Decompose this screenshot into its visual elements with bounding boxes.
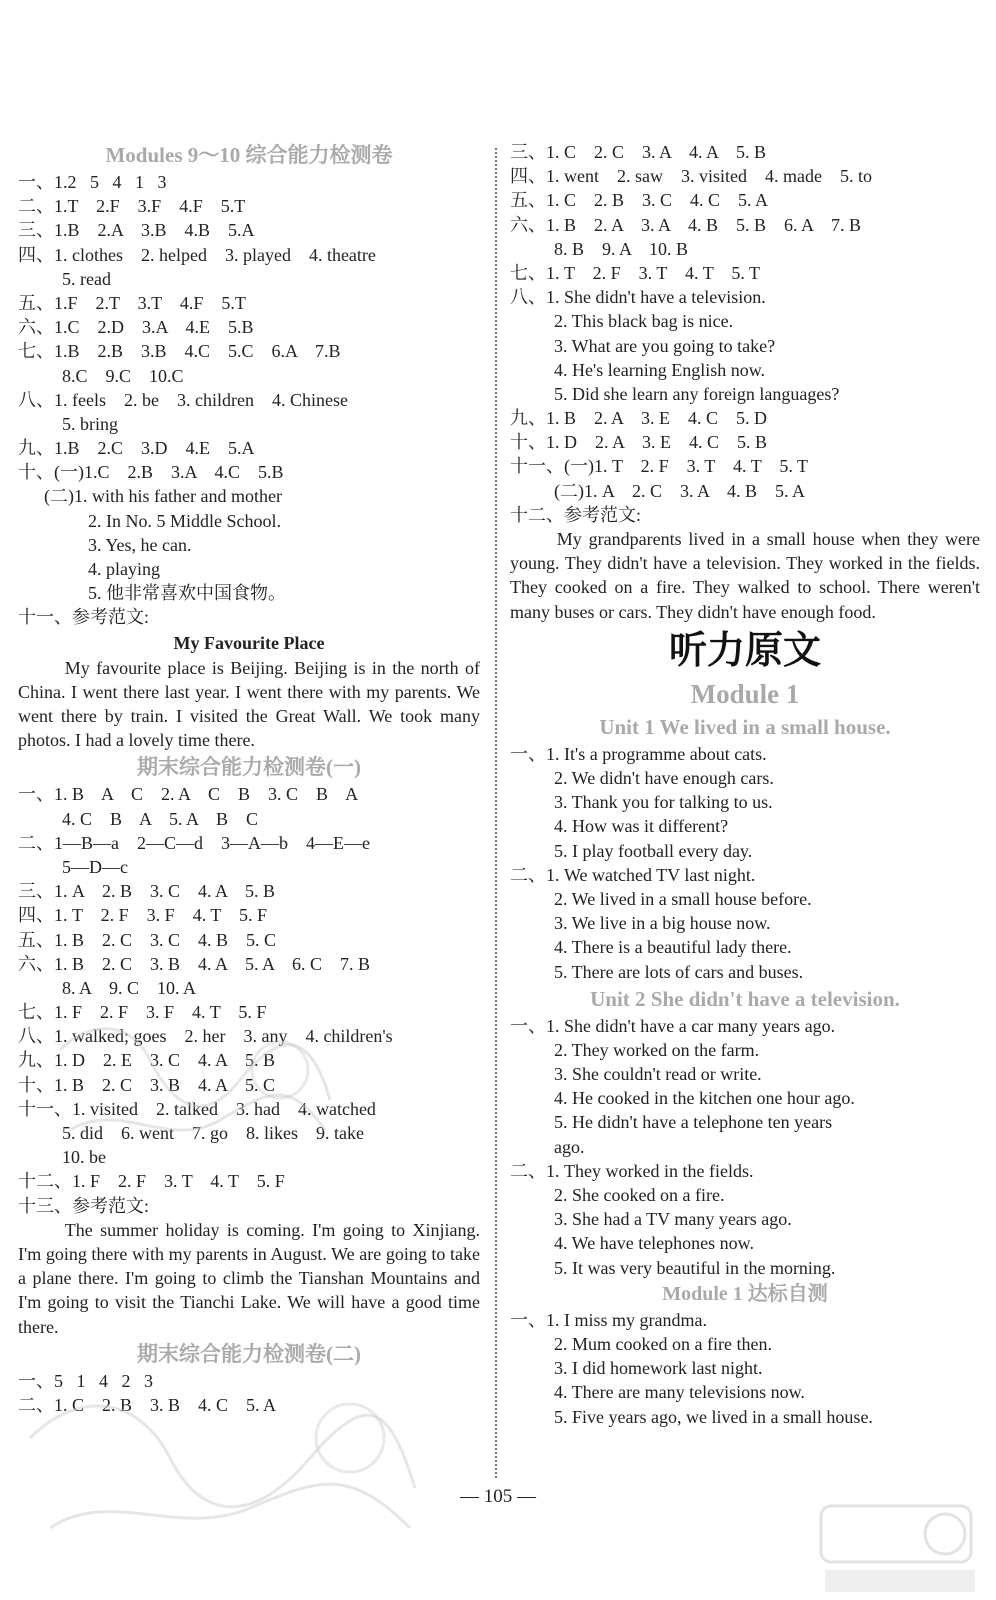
answer-line: 3. She had a TV many years ago.: [554, 1209, 792, 1230]
answer-line: 2. She cooked on a fire.: [554, 1185, 725, 1205]
answer-line: 三、1. C 2. C 3. A 4. A 5. B: [510, 142, 767, 162]
answer-line: (二)1. with his father and mother: [44, 486, 282, 507]
answer-line: 2. Mum cooked on a fire then.: [554, 1333, 772, 1354]
answer-line: 二、1. They worked in the fields.: [510, 1160, 754, 1181]
answer-line: 八、1. feels 2. be 3. children 4. Chinese: [18, 389, 348, 410]
answer-line: 九、1. B 2. A 3. E 4. C 5. D: [510, 408, 768, 429]
watermark-zyjl-logo: [20, 1378, 420, 1548]
answer-line: 4. We have telephones now.: [554, 1233, 754, 1254]
answer-line: 5. It was very beautiful in the morning.: [554, 1257, 836, 1278]
module-title: Module 1: [690, 678, 800, 709]
page-number: — 105 —: [460, 1486, 536, 1507]
answer-line: ago.: [554, 1136, 585, 1157]
answer-line: 十二、1. F 2. F 3. T 4. T 5. F: [18, 1171, 285, 1192]
answer-line: 8. B 9. A 10. B: [554, 238, 689, 259]
answer-line: 3. Thank you for talking to us.: [554, 792, 773, 813]
right-column: [510, 140, 980, 1429]
answer-line: 十、1. B 2. C 3. B 4. A 5. C: [18, 1074, 276, 1095]
answer-line: 二、1. We watched TV last night.: [510, 864, 756, 885]
answer-line: 4. There are many televisions now.: [554, 1382, 805, 1403]
answer-line: 4. There is a beautiful lady there.: [554, 937, 792, 958]
answer-line: 4. He cooked in the kitchen one hour ago.: [554, 1088, 855, 1109]
answer-line: 2. They worked on the farm.: [554, 1039, 760, 1060]
essay-title: My Favourite Place: [173, 632, 325, 653]
answer-line: 一、1. B A C 2. A C B 3. C B A: [18, 784, 359, 805]
answer-lines: [510, 140, 980, 527]
answer-line: 5. 他非常喜欢中国食物。: [88, 583, 286, 604]
answer-line: 2. We lived in a small house before.: [554, 888, 812, 909]
answer-line: 2. In No. 5 Middle School.: [88, 510, 281, 531]
answer-line: 一、1.2 5 4 1 3: [18, 172, 167, 192]
answer-line: 二、1.T 2.F 3.F 4.F 5.T: [18, 196, 246, 217]
answer-line: 四、1. T 2. F 3. F 4. T 5. F: [18, 905, 268, 926]
script-lines: [510, 742, 980, 984]
answer-line: 十一、(一)1. T 2. F 3. T 4. T 5. T: [510, 456, 809, 477]
section-heading: Modules 9～10 综合能力检测卷: [105, 143, 393, 167]
unit-title: Unit 2 She didn't have a television.: [590, 986, 900, 1011]
section-heading: 期末综合能力检测卷(一): [137, 755, 361, 780]
answer-line: 一、1. She didn't have a car many years ago.: [510, 1015, 836, 1036]
script-lines: [510, 1308, 980, 1429]
answer-line: 3. We live in a big house now.: [554, 913, 771, 934]
answer-line: 5. He didn't have a telephone ten years: [554, 1112, 833, 1133]
answer-line: 3. Yes, he can.: [88, 534, 192, 555]
answer-line: 二、1. C 2. B 3. B 4. C 5. A: [18, 1394, 277, 1415]
answer-line: 4. He's learning English now.: [554, 359, 766, 380]
answer-line: 五、1. B 2. C 3. C 4. B 5. C: [18, 929, 277, 950]
answer-line: 2. This black bag is nice.: [554, 311, 734, 332]
answer-line: 8. A 9. C 10. A: [62, 977, 197, 998]
answer-line: 十、(一)1.C 2.B 3.A 4.C 5.B: [18, 462, 284, 483]
answer-line: 十三、参考范文:: [18, 1195, 150, 1216]
watermark-answer-circle-logo: [815, 1500, 985, 1600]
section-heading: 期末综合能力检测卷(二): [137, 1341, 361, 1366]
answer-line: 四、1. clothes 2. helped 3. played 4. theatre: [18, 244, 376, 265]
answer-line: 5. There are lots of cars and buses.: [554, 961, 804, 982]
answer-line: 二、1—B—a 2—C—d 3—A—b 4—E—e: [18, 832, 370, 853]
answer-line: 一、1. I miss my grandma.: [510, 1309, 707, 1330]
unit-title: Unit 1 We lived in a small house.: [599, 714, 891, 739]
answer-line: 5. bring: [62, 413, 118, 434]
watermark-zyjl-logo: [50, 1010, 340, 1160]
answer-line: 八、1. She didn't have a television.: [510, 287, 766, 308]
answer-line: 一、5 1 4 2 3: [18, 1370, 153, 1391]
answer-line: 七、1. F 2. F 3. F 4. T 5. F: [18, 1002, 267, 1023]
answer-line: 十、1. D 2. A 3. E 4. C 5. B: [510, 432, 768, 453]
answer-line: 六、1. B 2. C 3. B 4. A 5. A 6. C 7. B: [18, 953, 371, 974]
answer-line: 2. We didn't have enough cars.: [554, 768, 774, 788]
answer-line: 5. Five years ago, we lived in a small house.: [554, 1406, 873, 1427]
answer-line: 七、1.B 2.B 3.B 4.C 5.C 6.A 7.B: [18, 341, 341, 362]
answer-line: 3. She couldn't read or write.: [554, 1064, 762, 1085]
essay-text: My grandparents lived in a small house when they were young. They didn't have a television. They worked in the fields. They cooked on a fire. They walked to school. There weren't many buses or cars. They didn't have enough food.: [510, 529, 980, 622]
answer-line: 5. I play football every day.: [554, 840, 753, 861]
answer-line: 4. C B A 5. A B C: [62, 808, 259, 829]
answer-line: 五、1.F 2.T 3.T 4.F 5.T: [18, 292, 246, 313]
answer-line: 3. I did homework last night.: [554, 1358, 763, 1379]
answer-line: 三、1.B 2.A 3.B 4.B 5.A: [18, 220, 255, 241]
answer-line: 3. What are you going to take?: [554, 335, 776, 356]
answer-line: 九、1.B 2.C 3.D 4.E 5.A: [18, 438, 255, 459]
answer-line: 四、1. went 2. saw 3. visited 4. made 5. to: [510, 166, 872, 187]
script-lines: [510, 1014, 980, 1280]
answer-line: 5. Did she learn any foreign languages?: [554, 383, 840, 404]
answer-line: 八、1. walked; goes 2. her 3. any 4. children's: [18, 1026, 393, 1047]
answer-line: 8.C 9.C 10.C: [62, 365, 184, 386]
answer-line: 5. read: [62, 268, 111, 289]
answer-line: 九、1. D 2. E 3. C 4. A 5. B: [18, 1050, 276, 1071]
answer-line: 六、1.C 2.D 3.A 4.E 5.B: [18, 317, 254, 338]
answer-line: 六、1. B 2. A 3. A 4. B 5. B 6. A 7. B: [510, 214, 862, 235]
column-divider: [495, 148, 497, 1478]
left-column: [18, 140, 480, 1417]
answer-line: 10. be: [62, 1147, 106, 1168]
answer-line: 五、1. C 2. B 3. C 4. C 5. A: [510, 190, 769, 211]
answer-line: 十一、1. visited 2. talked 3. had 4. watched: [18, 1098, 376, 1119]
answer-line: 4. How was it different?: [554, 816, 729, 837]
answer-line: 三、1. A 2. B 3. C 4. A 5. B: [18, 881, 276, 902]
answer-lines: [18, 170, 480, 630]
answer-line: 七、1. T 2. F 3. T 4. T 5. T: [510, 262, 761, 283]
answer-line: 十二、参考范文:: [510, 504, 642, 525]
listening-script-title: 听力原文: [668, 627, 821, 672]
answer-line: 5—D—c: [62, 856, 128, 877]
self-test-title: Module 1 达标自测: [662, 1282, 828, 1305]
answer-line: 十一、参考范文:: [18, 607, 150, 628]
essay-text: My favourite place is Beijing. Beijing is in the north of China. I went there last year. I went there with my parents. We went there by train. I visited the Great Wall. We took many photos. I had a lovely time there.: [18, 657, 480, 751]
answer-line: (二)1. A 2. C 3. A 4. B 5. A: [554, 480, 806, 501]
answer-line: 一、1. It's a programme about cats.: [510, 743, 767, 764]
answer-line: 4. playing: [88, 559, 160, 579]
answer-line: 5. did 6. went 7. go 8. likes 9. take: [62, 1123, 364, 1143]
essay-text: The summer holiday is coming. I'm going to Xinjiang. I'm going there with my parents in August. We are going to take a plane there. I'm going to climb the Tianshan Mountains and I'm going to visit the Tianchi Lake. We will have a good time there.: [18, 1219, 480, 1337]
